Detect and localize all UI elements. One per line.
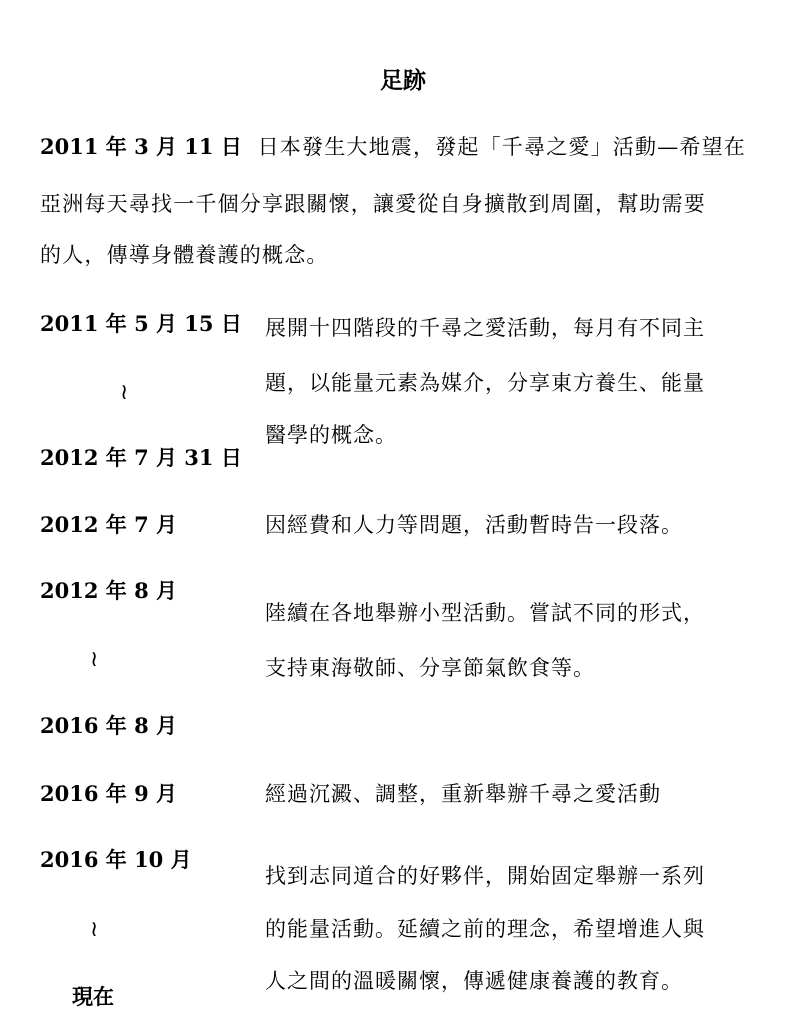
entry-2-date: 2012 年 7 月	[40, 512, 177, 537]
entry-2-line-1: 因經費和人力等問題，活動暫時告一段落。	[265, 513, 683, 537]
intro-line-1	[40, 132, 746, 162]
entry-4-line-1: 經過沉澱、調整，重新舉辦千尋之愛活動	[265, 782, 661, 806]
entry-4-date: 2016 年 9 月	[40, 781, 177, 806]
page-title: 足跡	[380, 67, 426, 94]
entry-5-line-2: 的能量活動。延續之前的理念，希望增進人與	[265, 917, 705, 941]
entry-5-line-1: 找到志同道合的好夥伴，開始固定舉辦一系列	[265, 864, 705, 888]
entry-3-date-end: 2016 年 8 月	[40, 713, 177, 738]
entry-3-line-1: 陸續在各地舉辦小型活動。嘗試不同的形式，	[265, 601, 705, 625]
entry-3-line-2: 支持東海敬師、分享節氣飲食等。	[265, 656, 595, 680]
entry-5-date-start: 2016 年 10 月	[40, 847, 192, 872]
entry-1-line-1: 展開十四階段的千尋之愛活動，每月有不同主	[265, 316, 705, 340]
intro-line-3: 的人，傳導身體養護的概念。	[40, 243, 329, 267]
entry-1-line-3: 醫學的概念。	[265, 423, 397, 447]
entry-3-date-start: 2012 年 8 月	[40, 578, 177, 603]
entry-1-date-end: 2012 年 7 月 31 日	[40, 445, 242, 470]
entry-3-range-mark: ≀	[90, 647, 99, 672]
intro-date: 2011 年 3 月 11 日	[40, 134, 242, 159]
intro-text-1: 日本發生大地震，發起「千尋之愛」活動—希望在	[257, 135, 747, 159]
entry-5-range-mark: ≀	[90, 917, 99, 942]
entry-5-date-end: 現在	[72, 984, 114, 1009]
entry-1-range-mark: ≀	[120, 380, 129, 405]
entry-1-date-start: 2011 年 5 月 15 日	[40, 311, 242, 336]
entry-5-line-3: 人之間的溫暖關懷，傳遞健康養護的教育。	[265, 969, 683, 993]
entry-1-line-2: 題，以能量元素為媒介，分享東方養生、能量	[265, 371, 705, 395]
intro-line-2: 亞洲每天尋找一千個分享跟關懷，讓愛從自身擴散到周圍，幫助需要	[40, 192, 706, 216]
